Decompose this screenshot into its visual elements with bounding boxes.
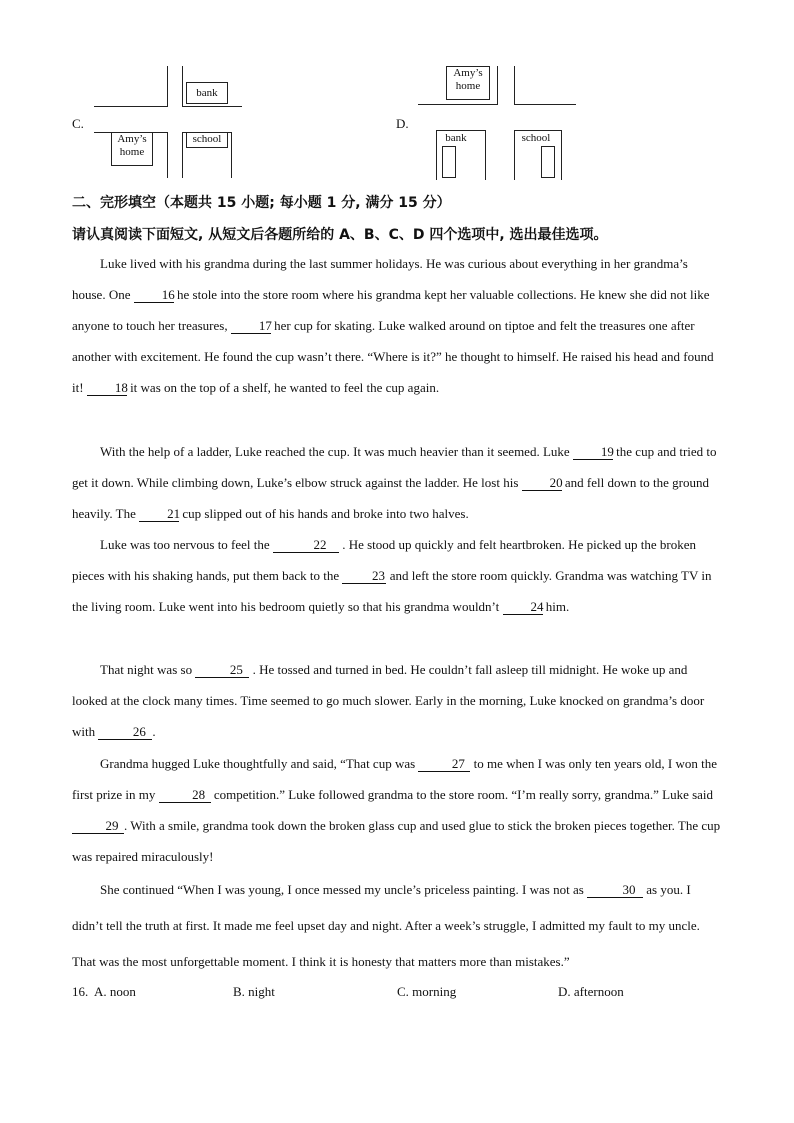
- question-16-number: 16.: [72, 984, 89, 999]
- school-sign-d: school: [516, 132, 556, 144]
- school-door: [541, 146, 555, 178]
- blank-24: 24: [503, 599, 543, 615]
- blank-23: 23: [342, 568, 386, 584]
- passage-paragraph-5: Grandma hugged Luke thoughtfully and said, “That cup was 27 to me when I was only ten years old, I won the first prize in my 28 competition.” Luke followed grandma to the store room. “I’m really sorry, grandma.” Luke said 29 . With a smile, grandma took down the broken glass cup and used glue to stick the broken pieces together. The cup was repaired miraculously!: [72, 756, 721, 864]
- blank-25: 25: [195, 662, 249, 678]
- option-16-d: D. afternoon: [558, 984, 624, 999]
- passage-paragraph-1: Luke lived with his grandma during the last summer holidays. He was curious about everything in her grandma’s house. One 16 he stole into the store room where his grandma kept her valuable collections. He knew she did not like anyone to touch her treasures, 17 her cup for skating. Luke walked around on tiptoe and felt the treasures one after another with excitement. He found the cup wasn’t there. “Where is it?” he thought to himself. He raised his head and found it! 18 it was on the top of a shelf, he wanted to feel the cup again.: [72, 256, 714, 395]
- blank-28: 28: [159, 787, 211, 803]
- option-d-label: D.: [396, 116, 409, 131]
- bank-sign: bank: [186, 82, 228, 104]
- passage-paragraph-4: That night was so 25 . He tossed and turned in bed. He couldn’t fall asleep till midnight. He woke up and looked at the clock many times. Time seemed to go much slower. Early in the morning, Luke knocked on grandma’s door with 26 .: [72, 662, 705, 739]
- blank-27: 27: [418, 756, 470, 772]
- option-16-c: C. morning: [397, 984, 457, 999]
- blank-30: 30: [587, 882, 643, 898]
- blank-26: 26: [98, 724, 152, 740]
- option-d-map: [414, 62, 584, 182]
- blank-16: 16: [134, 287, 174, 303]
- amys-home-sign-d: Amy’s home: [446, 66, 490, 100]
- amys-home-sign: Amy’s home: [111, 132, 153, 166]
- blank-18: 18: [87, 380, 127, 396]
- blank-29: 29: [72, 818, 124, 834]
- passage-paragraph-3: Luke was too nervous to feel the 22 . He stood up quickly and felt heartbroken. He picked up the broken pieces with his shaking hands, put them back to the 23 and left the store room quickly. Grandma was watching TV in the living room. Luke went into his bedroom quietly so that his grandma wouldn’t 24 him.: [72, 537, 712, 614]
- blank-20: 20: [522, 475, 562, 491]
- section-instruction: 请认真阅读下面短文, 从短文后各题所给的 A、B、C、D 四个选项中, 选出最佳选项。: [72, 227, 608, 243]
- school-sign: school: [186, 132, 228, 148]
- bank-door: [442, 146, 456, 178]
- blank-22: 22: [273, 537, 339, 553]
- blank-17: 17: [231, 318, 271, 334]
- option-16-a: A. noon: [94, 984, 136, 999]
- option-16-b: B. night: [233, 984, 275, 999]
- passage-paragraph-6: She continued “When I was young, I once messed my uncle’s priceless painting. I was not as 30 as you. I didn’t tell the truth at first. It made me feel upset day and night. After a week’s struggle, I admitted my fault to my uncle. That was the most unforgettable moment. I think it is honesty that matters more than mistakes.”: [72, 882, 700, 969]
- section-title: 二、完形填空（本题共 15 小题; 每小题 1 分, 满分 15 分）: [72, 195, 451, 211]
- bank-sign-d: bank: [438, 132, 474, 144]
- option-c-label: C.: [72, 116, 84, 131]
- blank-21: 21: [139, 506, 179, 522]
- passage-paragraph-2: With the help of a ladder, Luke reached the cup. It was much heavier than it seemed. Luke 19 the cup and tried to get it down. While climbing down, Luke’s elbow struck against the ladder. He lost his 20 and fell down to the ground heavily. The 21 cup slipped out of his hands and broke into two halves.: [72, 444, 717, 521]
- blank-19: 19: [573, 444, 613, 460]
- option-c-map: [90, 62, 250, 182]
